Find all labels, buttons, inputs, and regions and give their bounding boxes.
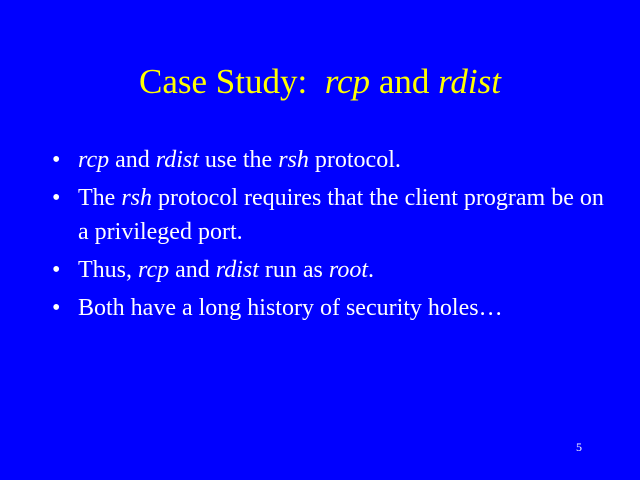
bullet-icon: •: [52, 147, 61, 173]
bullet-2-rsh: rsh: [121, 185, 152, 211]
bullet-3-mid: run as: [264, 257, 323, 283]
title-and: and: [378, 62, 430, 101]
bullet-3-and: and: [175, 257, 210, 283]
title-prefix: Case Study:: [139, 62, 308, 101]
bullet-3-rdist: rdist: [215, 257, 259, 283]
bullet-1-rsh: rsh: [278, 147, 309, 173]
bullet-3-rcp: rcp: [138, 257, 170, 283]
bullet-1-and: and: [115, 147, 150, 173]
bullet-4-text: Both have a long history of security holes…: [78, 295, 503, 321]
bullet-item-2: [52, 181, 612, 249]
bullet-3-root: root: [328, 257, 368, 283]
bullet-list: [52, 143, 612, 329]
bullet-icon: •: [52, 257, 61, 283]
bullet-item-4: [52, 291, 612, 325]
title-rcp: rcp: [324, 62, 371, 101]
title-rdist: rdist: [438, 62, 501, 101]
bullet-3-start: Thus,: [78, 257, 132, 283]
bullet-2-end: protocol requires that the client program be on a privileged port.: [78, 185, 604, 245]
bullet-3-end: .: [368, 257, 374, 283]
bullet-item-1: [52, 143, 612, 177]
bullet-1-rcp: rcp: [78, 147, 110, 173]
bullet-1-end: protocol.: [314, 147, 401, 173]
bullet-2-start: The: [78, 185, 116, 211]
bullet-1-mid: use the: [204, 147, 273, 173]
bullet-icon: •: [52, 295, 61, 321]
bullet-1-rdist: rdist: [155, 147, 199, 173]
slide-title: [0, 60, 640, 104]
bullet-icon: •: [52, 185, 61, 211]
bullet-item-3: [52, 253, 612, 287]
page-number: 5: [576, 440, 582, 454]
